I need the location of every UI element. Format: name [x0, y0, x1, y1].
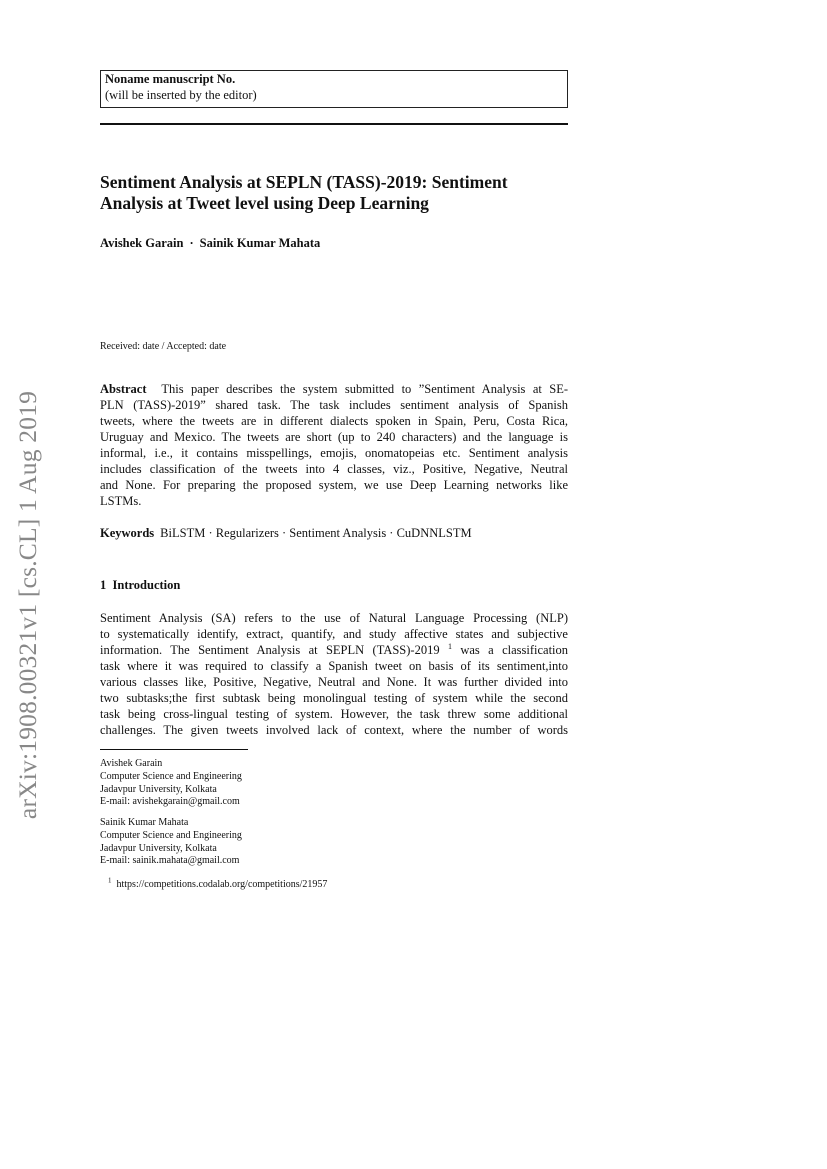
introduction-body: [100, 610, 568, 738]
abstract-line: and None. For preparing the proposed system, we use Deep Learning networks like: [100, 478, 568, 492]
manuscript-note: (will be inserted by the editor): [105, 88, 257, 102]
footnote: [108, 876, 328, 890]
paper-title: [100, 172, 570, 214]
affiliation-name: Avishek Garain: [100, 758, 163, 769]
manuscript-number: Noname manuscript No.: [105, 72, 236, 86]
keywords: [100, 526, 472, 541]
abstract-line: LSTMs.: [100, 494, 142, 508]
abstract-line: includes classification of the tweets into 4 classes, viz., Positive, Negative, Neutral: [100, 462, 568, 476]
author-list: [100, 236, 320, 251]
abstract-line: tweets, where the tweets are in different dialects spoken in Spain, Peru, Costa Rica,: [100, 414, 568, 428]
arxiv-identifier: arXiv:1908.00321v1 [cs.CL] 1 Aug 2019: [13, 390, 42, 820]
abstract-line: informal, i.e., it contains misspellings, emojis, onomatopeias etc. Sentiment analysis: [100, 446, 568, 460]
intro-line: Sentiment Analysis (SA) refers to the use of Natural Language Processing (NLP): [100, 611, 568, 625]
author-1: Avishek Garain: [100, 236, 184, 250]
abstract-line: Abstract This paper describes the system submitted to ”Sentiment Analysis at SE-: [100, 382, 568, 396]
affiliation-name: Sainik Kumar Mahata: [100, 817, 189, 828]
affiliation-dept: Computer Science and Engineering: [100, 770, 242, 782]
author-2: Sainik Kumar Mahata: [199, 236, 321, 250]
header-rule: [100, 123, 568, 125]
title-line-1: Sentiment Analysis at SEPLN (TASS)-2019: Sentiment: [100, 172, 508, 192]
author-separator: ·: [189, 236, 194, 250]
intro-line: to systematically identify, extract, quantify, and study affective states and subjective: [100, 627, 568, 641]
footnote-marker: 1: [447, 641, 452, 651]
keywords-text: BiLSTM · Regularizers · Sentiment Analysis · CuDNNLSTM: [160, 526, 472, 540]
received-accepted-dates: Received: date / Accepted: date: [100, 341, 227, 352]
intro-line: task being cross-lingual testing of system. However, the task threw some additional: [100, 707, 568, 721]
affiliation-univ: Jadavpur University, Kolkata: [100, 783, 217, 795]
abstract: [100, 381, 568, 509]
affiliation-univ: Jadavpur University, Kolkata: [100, 842, 217, 854]
intro-line: two subtasks;the first subtask being monolingual testing of system while the second: [100, 691, 568, 705]
affiliation-block: [100, 758, 242, 809]
affiliation-email: E-mail: sainik.mahata@gmail.com: [100, 855, 240, 867]
arxiv-stamp: [8, 368, 48, 842]
intro-line: task where it was required to classify a Spanish tweet on basis of its sentiment,into: [100, 659, 568, 673]
section-heading: [100, 578, 180, 593]
intro-line: challenges. The given tweets involved lack of context, where the number of words: [100, 723, 568, 737]
section-title: Introduction: [112, 578, 181, 592]
intro-line: various classes like, Positive, Negative, Neutral and None. It was further divided into: [100, 675, 568, 689]
abstract-line: Uruguay and Mexico. The tweets are short (up to 240 characters) and the language is: [100, 430, 568, 444]
footnote-number: 1: [108, 876, 112, 885]
title-line-2: Analysis at Tweet level using Deep Learning: [100, 193, 429, 213]
footnote-rule: [100, 749, 248, 750]
abstract-label: Abstract: [100, 382, 147, 396]
affiliation-block: [100, 817, 242, 868]
affiliation-email: E-mail: avishekgarain@gmail.com: [100, 796, 240, 808]
keywords-label: Keywords: [100, 526, 155, 540]
abstract-line: PLN (TASS)-2019” shared task. The task includes sentiment analysis of Spanish: [100, 398, 568, 412]
intro-line: information. The Sentiment Analysis at SEPLN (TASS)-2019 $^1$ was a classification: [100, 641, 569, 657]
affiliation-dept: Computer Science and Engineering: [100, 829, 242, 841]
section-number: 1: [100, 578, 107, 592]
footnote-url[interactable]: https://competitions.codalab.org/competitions/21957: [116, 879, 328, 890]
